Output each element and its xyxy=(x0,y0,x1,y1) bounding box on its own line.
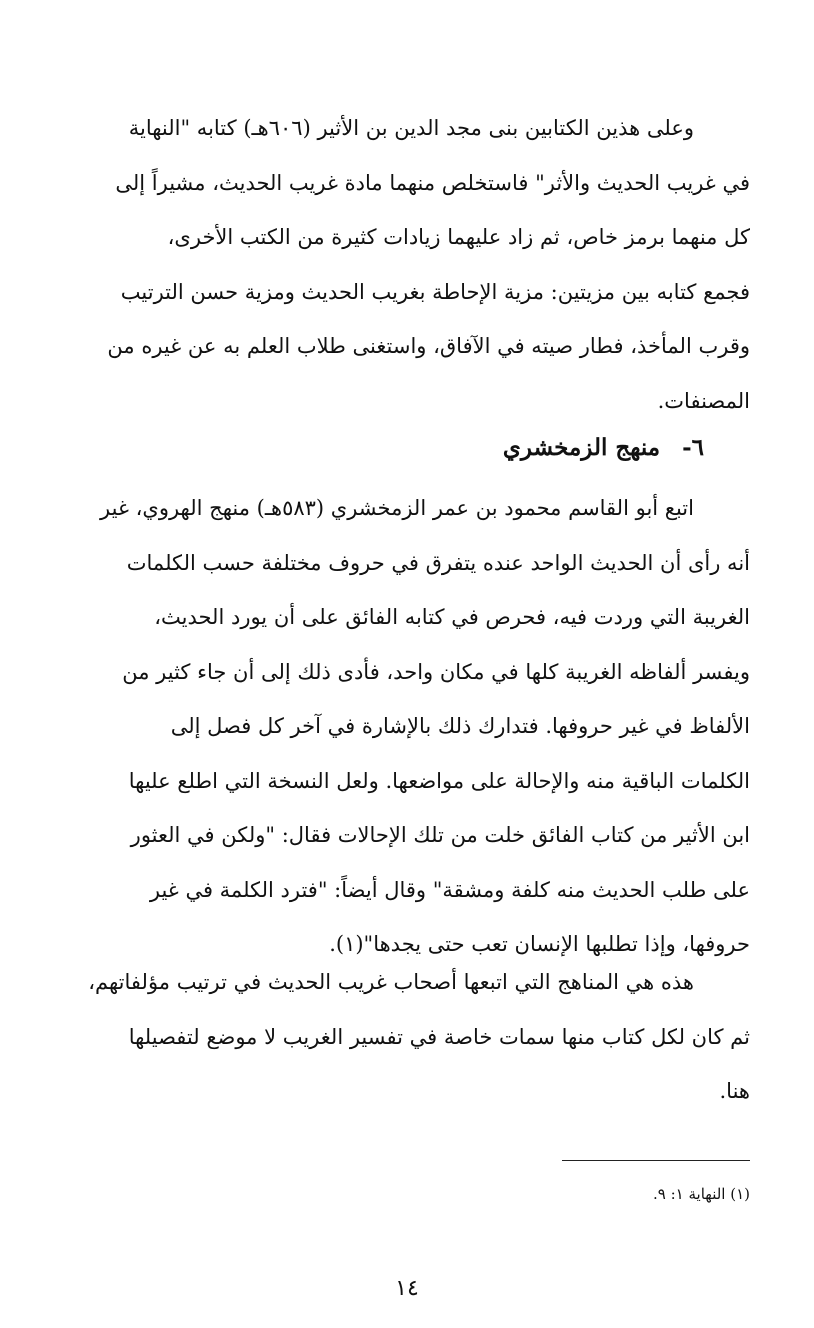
text-line: ابن الأثير من كتاب الفائق خلت من تلك الإحالات فقال: "ولكن في العثور xyxy=(130,823,750,847)
footnote-divider xyxy=(562,1160,750,1161)
paragraph-conclusion xyxy=(38,955,750,1119)
text-line: المصنفات. xyxy=(657,388,750,413)
section-title: منهج الزمخشري xyxy=(502,434,661,461)
text-line: ثم كان لكل كتاب منها سمات خاصة في تفسير الغريب لا موضع لتفصيلها xyxy=(128,1024,750,1049)
text-line: ويفسر ألفاظه الغريبة كلها في مكان واحد، فأدى ذلك إلى أن جاء كثير من xyxy=(122,659,750,684)
footnote: (١) النهاية ١: ٩. xyxy=(652,1185,750,1203)
text-line: هنا. xyxy=(719,1079,750,1103)
section-number: ٦- xyxy=(682,434,704,461)
text-line: حروفها، وإذا تطلبها الإنسان تعب حتى يجدها"(١). xyxy=(329,932,750,956)
text-line: في غريب الحديث والأثر" فاستخلص منهما مادة غريب الحديث، مشيراً إلى xyxy=(115,170,750,195)
text-line: اتبع أبو القاسم محمود بن عمر الزمخشري (٥٨٣هـ) منهج الهروي، غير xyxy=(100,496,694,520)
paragraph-nihaya xyxy=(38,101,750,428)
text-line: على طلب الحديث منه كلفة ومشقة" وقال أيضاً: "فترد الكلمة في غير xyxy=(149,877,750,902)
text-line: الألفاظ في غير حروفها. فتدارك ذلك بالإشارة في آخر كل فصل إلى xyxy=(170,714,750,738)
text-line: وقرب المأخذ، فطار صيته في الآفاق، واستغنى طلاب العلم به عن غيره من xyxy=(107,334,750,358)
section-heading xyxy=(503,428,704,468)
text-line: الكلمات الباقية منه والإحالة على مواضعها. ولعل النسخة التي اطلع عليها xyxy=(128,768,750,793)
page-number: ١٤ xyxy=(395,1276,419,1301)
text-line: وعلى هذين الكتابين بنى مجد الدين بن الأثير (٦٠٦هـ) كتابه "النهاية xyxy=(128,116,694,140)
paragraph-zamakhshari xyxy=(38,481,750,972)
text-line: أنه رأى أن الحديث الواحد عنده يتفرق في حروف مختلفة حسب الكلمات xyxy=(126,550,750,575)
text-line: فجمع كتابه بين مزيتين: مزية الإحاطة بغريب الحديث ومزية حسن الترتيب xyxy=(120,279,750,304)
text-line: الغريبة التي وردت فيه، فحرص في كتابه الفائق على أن يورد الحديث، xyxy=(154,605,750,629)
text-line: هذه هي المناهج التي اتبعها أصحاب غريب الحديث في ترتيب مؤلفاتهم، xyxy=(88,970,694,994)
text-line: كل منهما برمز خاص، ثم زاد عليهما زيادات كثيرة من الكتب الأخرى، xyxy=(167,225,750,249)
